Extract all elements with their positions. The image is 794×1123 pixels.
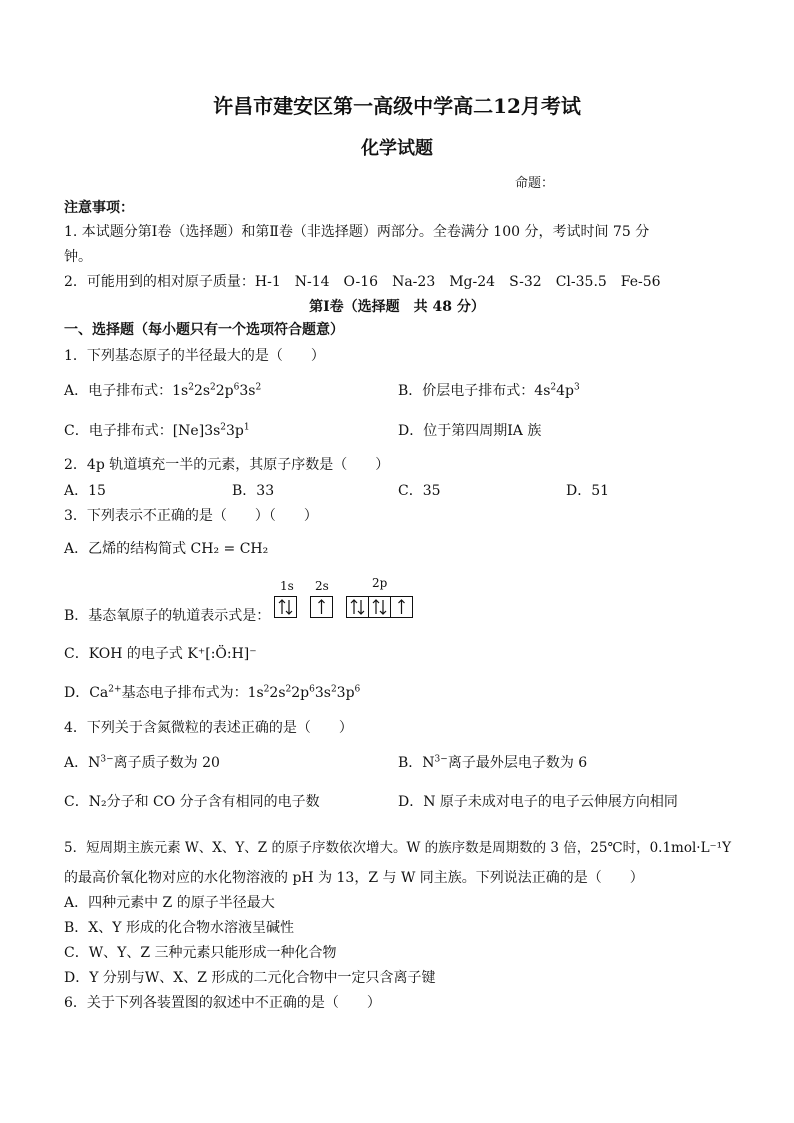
q1-option-b: B．价层电子排布式：$4s^24p^3$ [398, 382, 580, 399]
q6-stem: 6．关于下列各装置图的叙述中不正确的是（ ） [64, 995, 381, 1011]
q5-option-a: A．四种元素中 Z 的原子半径最大 [64, 895, 275, 911]
q4-stem: 4．下列关于含氮微粒的表述正确的是（ ） [64, 720, 353, 736]
q3-stem: 3．下列表示不正确的是（ ）（ ） [64, 508, 318, 524]
q1-stem: 1．下列基态原子的半径最大的是（ ） [64, 348, 325, 364]
exam-title: 许昌市建安区第一高级中学高二12月考试 [213, 94, 581, 118]
q3-option-c: C．KOH 的电子式 K⁺[:Ö:H]⁻ [64, 646, 257, 662]
q5-stem-line-2: 的最高价氧化物对应的水化物溶液的 pH 为 13，Z 与 W 同主族。下列说法正确的是（ ） [64, 870, 644, 886]
orbital-box-2p-2 [369, 597, 391, 618]
notes-line-1-cont: 钟。 [64, 249, 92, 265]
subject-title: 化学试题 [361, 138, 433, 159]
author-label: 命题： [515, 176, 555, 191]
q2-stem: 2．4p 轨道填充一半的元素，其原子序数是（ ） [64, 457, 390, 473]
q3-option-a: A．乙烯的结构简式 CH₂ = CH₂ [64, 541, 269, 557]
q5-option-c: C．W、Y、Z 三种元素只能形成一种化合物 [64, 945, 337, 961]
notes-line-1: 1. 本试题分第Ⅰ卷（选择题）和第Ⅱ卷（非选择题）两部分。全卷满分 100 分，考试时间 75 分 [64, 224, 650, 240]
q1-option-a: A．电子排布式：$1s^22s^22p^63s^2$ [64, 382, 262, 399]
q2-option-a: A．15 [64, 483, 106, 499]
orbital-diagram [274, 596, 418, 620]
q1-option-c: C．电子排布式：$[Ne]3s^23p^1$ [64, 422, 250, 439]
q3-option-d: D．$Ca^{2+}$基态电子排布式为：$1s^22s^22p^63s^23p^6$ [64, 684, 361, 701]
notes-heading: 注意事项： [64, 200, 134, 216]
orbital-label-2s: 2s [315, 579, 329, 593]
q5-stem-line-1: 5．短周期主族元素 W、X、Y、Z 的原子序数依次增大。W 的族序数是周期数的 3 倍，25℃时，0.1mol·L⁻¹Y [64, 840, 731, 856]
q3-option-b: B．基态氧原子的轨道表示式是： [64, 608, 271, 624]
section-heading: 第Ⅰ卷（选择题 共 48 分） [309, 299, 485, 315]
q4-option-d: D．N 原子未成对电子的电子云伸展方向相同 [398, 794, 678, 810]
q4-option-b: B．$N^{3-}$离子最外层电子数为 6 [398, 754, 588, 771]
part-heading: 一、选择题（每小题只有一个选项符合题意） [64, 322, 344, 338]
orbital-box-2p-1 [347, 597, 369, 618]
q5-option-b: B．X、Y 形成的化合物水溶液呈碱性 [64, 920, 294, 936]
q2-option-c: C．35 [398, 483, 441, 499]
q4-option-a: A．$N^{3-}$离子质子数为 20 [64, 754, 220, 771]
q2-option-d: D．51 [566, 483, 610, 499]
q5-option-d: D．Y 分别与W、X、Z 形成的二元化合物中一定只含离子键 [64, 970, 436, 986]
q4-option-c: C．N₂分子和 CO 分子含有相同的电子数 [64, 794, 320, 810]
orbital-label-1s: 1s [280, 579, 294, 593]
q1-option-d: D．位于第四周期ⅠA 族 [398, 423, 542, 439]
q2-option-b: B．33 [232, 483, 275, 499]
orbital-box-1s [275, 597, 297, 618]
notes-line-2: 2．可能用到的相对原子质量：H-1 N-14 O-16 Na-23 Mg-24 S-32 Cl-35.5 Fe-56 [64, 274, 661, 290]
orbital-label-2p: 2p [372, 576, 388, 590]
